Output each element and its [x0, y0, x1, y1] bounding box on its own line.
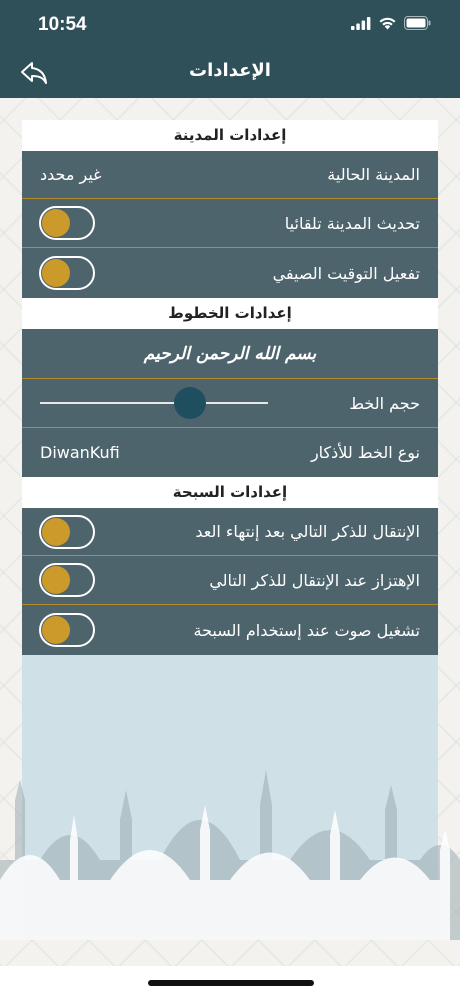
dst-label: تفعيل التوقيت الصيفي	[272, 263, 420, 283]
font-preview-row	[22, 329, 438, 379]
font-type-label: نوع الخط للأذكار	[310, 443, 420, 462]
page-title: الإعدادات	[189, 60, 271, 81]
toggle-knob	[42, 259, 70, 287]
status-time: 10:54	[38, 14, 87, 35]
current-city-label: المدينة الحالية	[327, 165, 420, 184]
auto-update-city-toggle[interactable]	[39, 206, 95, 240]
font-preview-text: بسم الله الرحمن الرحيم	[143, 343, 317, 364]
font-size-label: حجم الخط	[349, 393, 420, 413]
sound-label: تشغيل صوت عند إستخدام السبحة	[193, 620, 420, 640]
move-next-row	[22, 508, 438, 556]
dst-toggle[interactable]	[39, 256, 95, 290]
home-indicator[interactable]	[148, 980, 314, 986]
toggle-knob	[42, 566, 70, 594]
vibrate-row	[22, 556, 438, 605]
signal-icon	[351, 17, 371, 30]
wifi-icon	[378, 16, 397, 30]
toggle-knob	[42, 209, 70, 237]
font-settings-header: إعدادات الخطوط	[22, 298, 438, 329]
city-settings-header: إعدادات المدينة	[22, 120, 438, 151]
font-type-row[interactable]	[22, 428, 438, 477]
status-bar	[0, 0, 460, 48]
dst-row	[22, 248, 438, 298]
auto-update-city-row	[22, 199, 438, 248]
nav-bar	[0, 48, 460, 98]
font-size-slider-track[interactable]	[40, 402, 268, 404]
font-type-value: DiwanKufi	[40, 443, 120, 462]
sound-toggle[interactable]	[39, 613, 95, 647]
move-next-label: الإنتقال للذكر التالي بعد إنتهاء العد	[195, 522, 420, 541]
current-city-row[interactable]	[22, 151, 438, 199]
sound-row	[22, 605, 438, 655]
tasbih-settings-header: إعدادات السبحة	[22, 477, 438, 508]
current-city-value: غير محدد	[40, 165, 102, 184]
mosque-silhouette	[0, 710, 460, 940]
battery-icon	[404, 16, 432, 30]
vibrate-toggle[interactable]	[39, 563, 95, 597]
move-next-toggle[interactable]	[39, 515, 95, 549]
font-size-row	[22, 379, 438, 428]
font-size-slider-thumb[interactable]	[174, 387, 206, 419]
auto-update-city-label: تحديث المدينة تلقائيا	[284, 213, 420, 233]
toggle-knob	[42, 518, 70, 546]
vibrate-label: الإهتزاز عند الإنتقال للذكر التالي	[209, 570, 420, 590]
status-icons	[351, 16, 432, 30]
toggle-knob	[42, 616, 70, 644]
